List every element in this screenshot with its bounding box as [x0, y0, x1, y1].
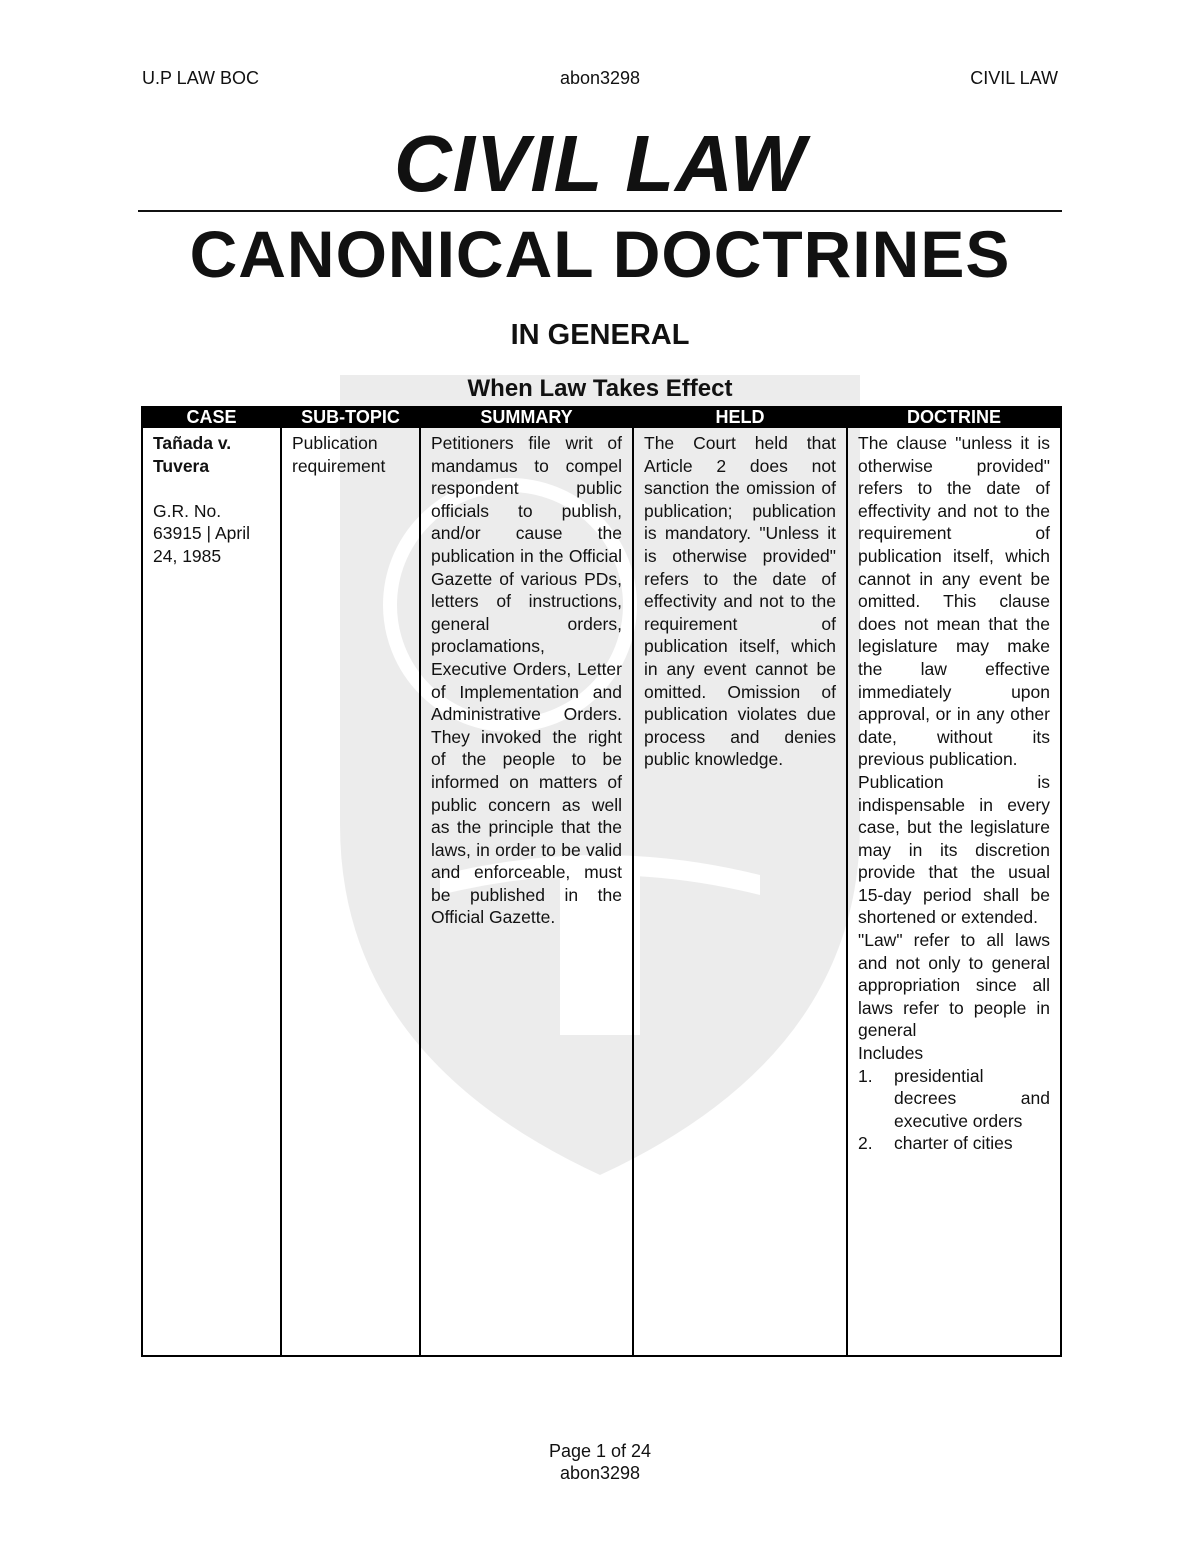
- document-title: CIVIL LAW: [394, 119, 806, 208]
- footer-user: abon3298: [559, 1463, 641, 1483]
- list-item-number: 2.: [858, 1133, 873, 1154]
- header-center-text: abon3298: [559, 68, 641, 88]
- doctrine-paragraph: Publication is indispensable in every case, but the legislature may in its discretion provide that the usual 15-day period shall be shortened or extended.: [858, 771, 1050, 928]
- held-text: The Court held that Article 2 does not sanction the omission of publication; publication is mandatory. "Unless it is otherwise provided" refers to the date of effectivity and not to the requirement of publication itself, which in any event cannot be omitted. Omission of publication violates due process and denies public knowledge.: [644, 433, 836, 770]
- held-cell: [633, 428, 847, 1356]
- page-number: Page 1 of 24: [548, 1441, 652, 1461]
- title-divider: [138, 210, 1062, 212]
- column-header-held: HELD: [633, 406, 847, 428]
- list-item: [858, 1132, 1050, 1155]
- list-item-number: 1.: [858, 1065, 873, 1086]
- document-subtitle: CANONICAL DOCTRINES: [189, 217, 1011, 291]
- doctrine-paragraph: "Law" refer to all laws and not only to general appropriation since all laws refer to people in general: [858, 930, 1050, 1041]
- column-header-doctrine: DOCTRINE: [847, 406, 1061, 428]
- column-header-subtopic: SUB-TOPIC: [281, 406, 420, 428]
- case-reference: G.R. No. 63915 | April 24, 1985: [153, 500, 250, 566]
- summary-text: Petitioners file writ of mandamus to compel respondent public officials to publish, and/or cause the publication in the Official Gazette of various PDs, letters of instructions, general orders, proclamations, Executive Orders, Letter of Implementation and Administrative Orders. They invoked the right of the people to be informed on matters of public concern as well as the principle that the laws, in order to be valid and enforceable, must be published in the Official Gazette.: [431, 433, 622, 928]
- doctrine-includes-label: Includes: [858, 1043, 924, 1064]
- list-item-text: presidential decrees and executive orders: [894, 1065, 1050, 1131]
- table-header-row: [142, 406, 1061, 428]
- doctrine-list: [858, 1065, 1050, 1155]
- column-header-case: CASE: [142, 406, 281, 428]
- case-name: Tañada v. Tuvera: [153, 433, 232, 476]
- header-right-text: CIVIL LAW: [970, 68, 1058, 88]
- section-heading: IN GENERAL: [510, 319, 690, 351]
- running-header: [142, 68, 1058, 94]
- header-left-text: U.P LAW BOC: [142, 68, 260, 88]
- table-row: [142, 428, 1061, 1356]
- summary-cell: [420, 428, 633, 1356]
- table-caption: When Law Takes Effect: [467, 375, 733, 402]
- subtopic-cell: [281, 428, 420, 1356]
- doctrine-cell: [847, 428, 1061, 1356]
- doctrine-paragraph: The clause "unless it is otherwise provided" refers to the date of effectivity and not to the requirement of publication itself, which cannot in any event be omitted. This clause does not mean that the legislature may make the law effective immediately upon approval, or in any other date, without its previous publication.: [858, 433, 1050, 770]
- doctrine-table: [141, 406, 1062, 1357]
- case-cell: [142, 428, 281, 1356]
- column-header-summary: SUMMARY: [420, 406, 633, 428]
- list-item: [858, 1065, 1050, 1133]
- list-item-text: charter of cities: [894, 1133, 1013, 1154]
- subtopic-text: Publication requirement: [292, 433, 386, 476]
- page-footer: [0, 1440, 1200, 1484]
